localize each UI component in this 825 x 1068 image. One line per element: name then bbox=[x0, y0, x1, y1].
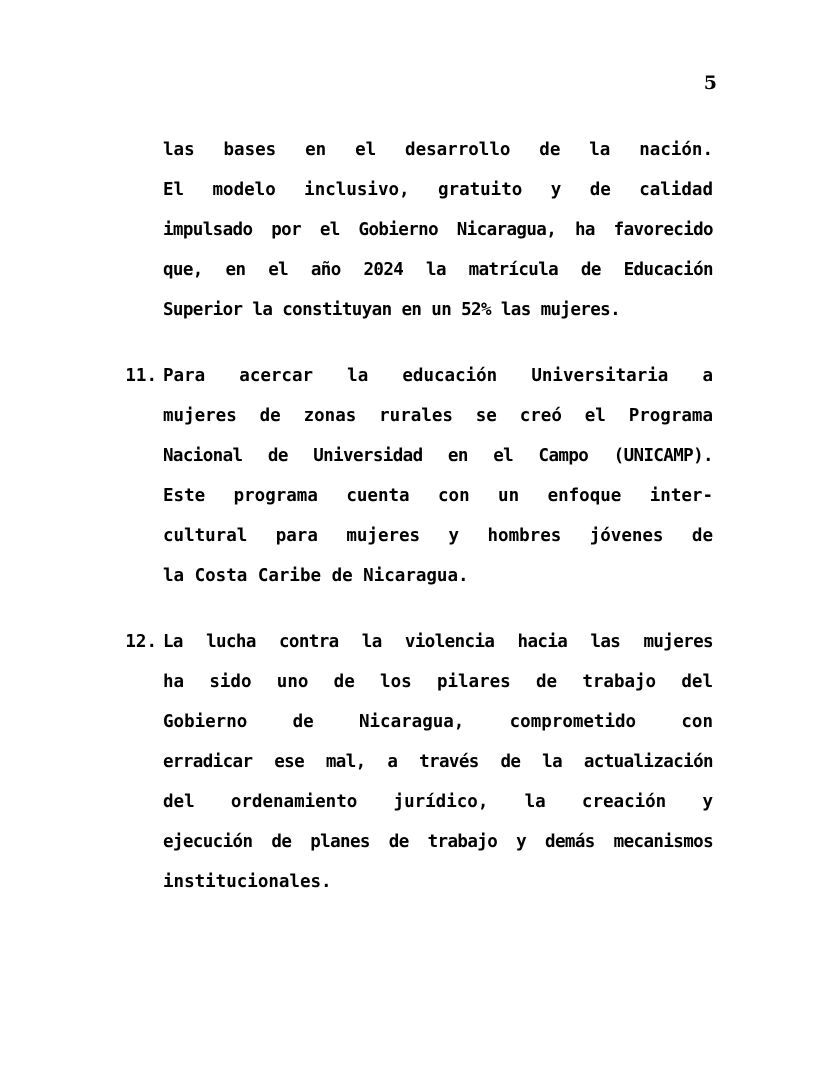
text-line: La lucha contra la violencia hacia las mujeres bbox=[163, 632, 713, 652]
numbered-paragraph-12 bbox=[125, 622, 713, 902]
paragraph-text bbox=[163, 130, 713, 330]
text-line: ejecución de planes de trabajo y demás mecanismos bbox=[163, 832, 713, 852]
paragraph-continuation bbox=[163, 130, 713, 330]
text-line: Gobierno de Nicaragua, comprometido con bbox=[163, 712, 713, 732]
list-marker: 12. bbox=[125, 632, 157, 652]
text-line: del ordenamiento jurídico, la creación y bbox=[163, 792, 713, 812]
text-line: cultural para mujeres y hombres jóvenes de bbox=[163, 526, 713, 546]
text-line: impulsado por el Gobierno Nicaragua, ha favorecido bbox=[163, 220, 713, 240]
list-marker: 11. bbox=[125, 366, 157, 386]
text-line: Superior la constituyan en un 52% las mujeres. bbox=[163, 300, 621, 320]
text-line: mujeres de zonas rurales se creó el Programa bbox=[163, 406, 713, 426]
document-body bbox=[125, 130, 713, 928]
text-line: Este programa cuenta con un enfoque inter- bbox=[163, 486, 713, 506]
page-number: 5 bbox=[703, 72, 717, 94]
numbered-paragraph-11 bbox=[125, 356, 713, 596]
text-line: Nacional de Universidad en el Campo (UNICAMP). bbox=[163, 446, 713, 466]
text-line: la Costa Caribe de Nicaragua. bbox=[163, 566, 469, 586]
text-line: Para acercar la educación Universitaria a bbox=[163, 366, 713, 386]
text-line: las bases en el desarrollo de la nación. bbox=[163, 140, 713, 160]
text-line: que, en el año 2024 la matrícula de Educación bbox=[163, 260, 713, 280]
text-line: ha sido uno de los pilares de trabajo del bbox=[163, 672, 713, 692]
paragraph-text bbox=[163, 622, 713, 902]
text-line: erradicar ese mal, a través de la actualización bbox=[163, 752, 713, 772]
text-line: El modelo inclusivo, gratuito y de calidad bbox=[163, 180, 713, 200]
text-line: institucionales. bbox=[163, 872, 332, 892]
paragraph-text bbox=[163, 356, 713, 596]
